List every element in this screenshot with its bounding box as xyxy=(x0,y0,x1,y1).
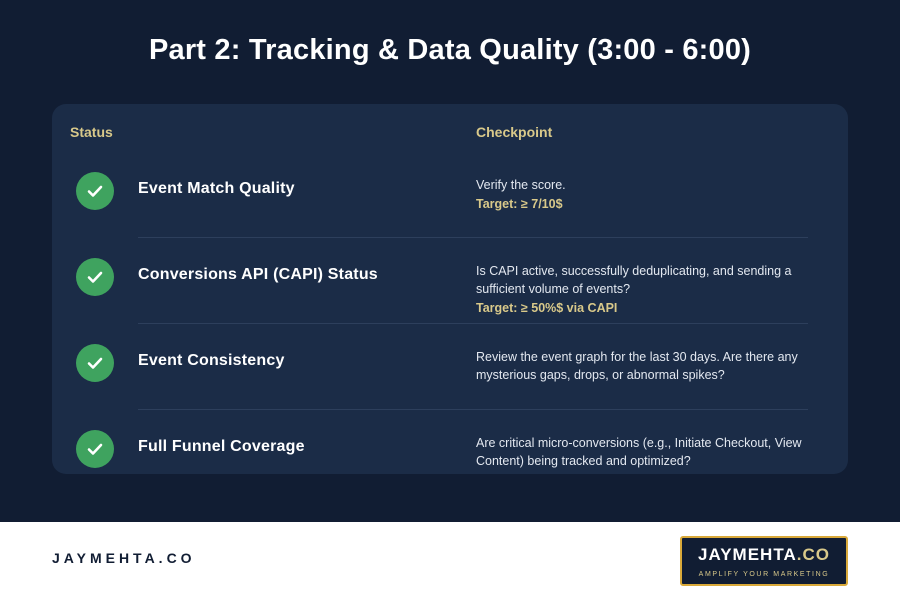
table-row xyxy=(52,324,848,410)
logo-wordmark xyxy=(682,545,846,565)
checkpoint-label: Conversions API (CAPI) Status xyxy=(138,266,378,283)
check-circle-icon xyxy=(76,344,114,382)
footer-site-name: JAYMEHTA.CO xyxy=(52,550,196,566)
check-circle-icon xyxy=(76,430,114,468)
table-row xyxy=(52,410,848,496)
checkpoint-detail-cell xyxy=(476,410,848,470)
checkpoint-description: Review the event graph for the last 30 days. Are there any mysterious gaps, drops, or abnormal spikes? xyxy=(476,350,798,382)
checkpoint-detail-cell xyxy=(476,324,848,384)
checkpoint-target: Target: ≥ 7/10$ xyxy=(476,197,563,211)
checkpoint-label-cell xyxy=(138,324,476,370)
checkpoint-target: Target: ≥ 50%$ via CAPI xyxy=(476,301,618,315)
checkpoint-label-cell xyxy=(138,152,476,198)
checklist-rows xyxy=(52,152,848,496)
page-title: Part 2: Tracking & Data Quality (3:00 - 6:00) xyxy=(148,34,752,66)
checkpoint-label: Full Funnel Coverage xyxy=(138,438,305,455)
checkpoint-description: Is CAPI active, successfully deduplicating, and sending a sufficient volume of events? xyxy=(476,264,792,296)
status-cell xyxy=(52,324,138,382)
check-circle-icon xyxy=(76,258,114,296)
checkpoint-detail-cell xyxy=(476,238,848,317)
status-cell xyxy=(52,410,138,468)
checkpoint-label-cell xyxy=(138,410,476,456)
checkpoint-label: Event Match Quality xyxy=(138,180,295,197)
checkpoint-description: Are critical micro-conversions (e.g., Initiate Checkout, View Content) being tracked and optimized? xyxy=(476,436,802,468)
table-row xyxy=(52,152,848,238)
brand-logo xyxy=(680,536,848,586)
checkpoint-label: Event Consistency xyxy=(138,352,285,369)
logo-suffix: .CO xyxy=(796,545,830,564)
status-cell xyxy=(52,152,138,210)
check-circle-icon xyxy=(76,172,114,210)
logo-tagline: AMPLIFY YOUR MARKETING xyxy=(698,571,830,578)
column-header-checkpoint: Checkpoint xyxy=(476,124,553,140)
column-header-status: Status xyxy=(70,124,113,140)
footer xyxy=(0,522,900,600)
checkpoint-label-cell xyxy=(138,238,476,284)
table-row xyxy=(52,238,848,324)
checklist-card xyxy=(52,104,848,474)
status-cell xyxy=(52,238,138,296)
checkpoint-detail-cell xyxy=(476,152,848,213)
checkpoint-description: Verify the score. xyxy=(476,178,566,192)
logo-name: JAYMEHTA xyxy=(698,545,797,564)
